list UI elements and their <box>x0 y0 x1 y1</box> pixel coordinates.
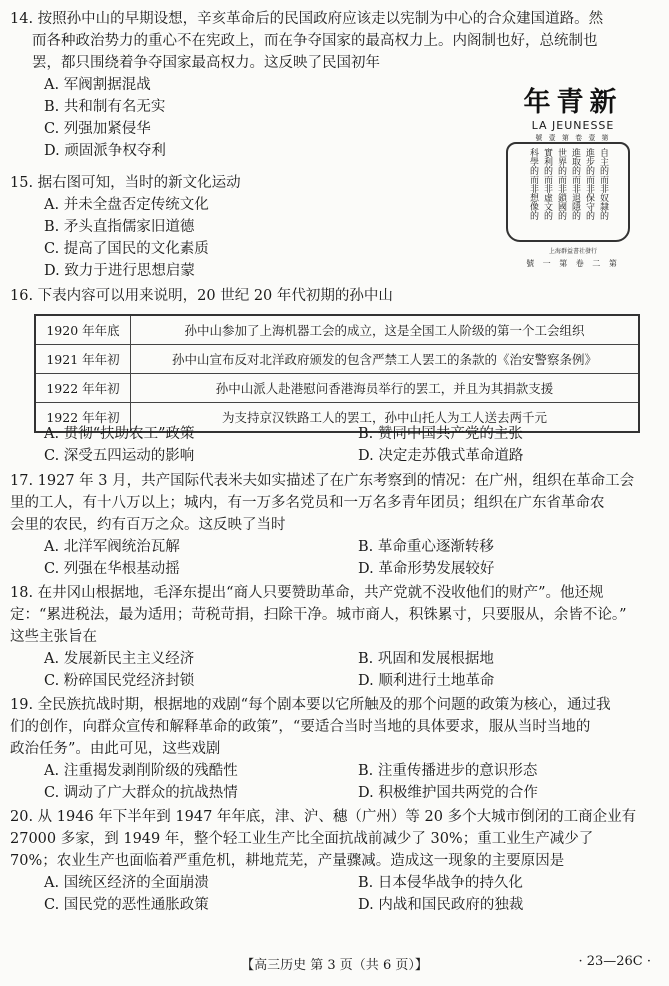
q19-option-d: D. 积极维护国共两党的合作 <box>358 785 538 801</box>
q17-stem-line-2: 里的工人，有十八万以上；城内，有一万多名党员和一万名多青年团员；组织在广东省革命农 <box>10 495 605 511</box>
q15-option-b: B. 矛头直指儒家旧道德 <box>44 219 195 235</box>
q14-option-c: C. 列强加紧侵华 <box>44 121 151 137</box>
cover-column-2: 進步的而非保守的 <box>584 148 594 220</box>
q14-stem-line-2: 而各种政治势力的重心不在宪政上，而在争夺国家的最高权力上。内阁制也好，总统制也 <box>32 33 598 49</box>
table-cell-date: 1920 年年底 <box>35 315 131 345</box>
question-15 <box>10 172 479 282</box>
q14-option-d: D. 顽固派争权夺利 <box>44 143 166 159</box>
q15-option-c: C. 提高了国民的文化素质 <box>44 241 209 257</box>
table-cell-text: 孙中山宣布反对北洋政府颁发的包含严禁工人罢工的条款的《治安警察条例》 <box>131 345 640 374</box>
q14-stem-line-1: 14. 按照孙中山的早期设想，辛亥革命后的民国政府应该走以宪制为中心的合众建国道路。然 <box>10 11 604 27</box>
footer-page-info: 【高三历史 第 3 页（共 6 页）】 <box>241 958 428 973</box>
q16-option-c: C. 深受五四运动的影响 <box>44 448 195 464</box>
cover-column-5: 實利的而非虛文的 <box>542 148 552 220</box>
table-cell-text: 孙中山派人赴港慰问香港海员举行的罢工，并且为其捐款支援 <box>131 374 640 403</box>
cover-title: 年青新 <box>523 87 623 118</box>
table-cell-date: 1922 年年初 <box>35 374 131 403</box>
q16-table <box>34 314 640 433</box>
question-16 <box>10 285 657 307</box>
question-19 <box>10 694 657 804</box>
q17-option-d: D. 革命形势发展较好 <box>358 561 495 577</box>
table-cell-text: 为支持京汉铁路工人的罢工，孙中山托人为工人送去两千元 <box>131 403 640 433</box>
q17-option-a: A. 北洋军阀统治瓦解 <box>44 539 180 555</box>
cover-text-frame <box>506 142 630 242</box>
cover-column-6: 科學的而非想像的 <box>528 148 538 220</box>
q17-stem-line-3: 会里的农民，约有百万之众。这反映了当时 <box>10 517 286 533</box>
q14-option-a: A. 军阀割据混战 <box>44 77 151 93</box>
q18-stem-line-1: 18. 在井冈山根据地，毛泽东提出“商人只要赞助革命，共产党就不没收他们的财产”。他还规 <box>10 585 604 601</box>
cover-issue: 號 一 第 卷 二 第 <box>526 259 620 268</box>
q18-option-a: A. 发展新民主主义经济 <box>44 651 195 667</box>
q19-option-a: A. 注重揭发剥削阶级的残酷性 <box>44 763 238 779</box>
q20-option-d: D. 内战和国民政府的独裁 <box>358 897 524 913</box>
q17-option-b: B. 革命重心逐渐转移 <box>358 539 494 555</box>
table-row <box>35 345 639 374</box>
q16-option-b: B. 赞同中国共产党的主张 <box>358 426 523 442</box>
q18-stem-line-3: 这些主张旨在 <box>10 629 97 645</box>
q17-option-c: C. 列强在华根基动摇 <box>44 561 180 577</box>
q20-stem-line-3: 70%；农业生产也面临着严重危机，耕地荒芜，产量骤减。造成这一现象的主要原因是 <box>10 853 565 869</box>
q20-option-b: B. 日本侵华战争的持久化 <box>358 875 523 891</box>
new-youth-cover-image <box>494 80 652 272</box>
q20-stem-line-2: 27000 多家，到 1949 年，整个轻工业生产比全面抗战前减少了 30%；重工业生产减少了 <box>10 831 594 847</box>
cover-latin-title: LA JEUNESSE <box>531 119 615 132</box>
q20-stem-line-1: 20. 从 1946 年下半年到 1947 年年底，津、沪、穗（广州）等 20 多个大城市倒闭的工商企业有 <box>10 809 637 825</box>
q20-option-c: C. 国民党的恶性通胀政策 <box>44 897 209 913</box>
table-row <box>35 315 639 345</box>
cover-publisher: 上海群益書社發行 <box>548 248 597 255</box>
question-18 <box>10 582 657 692</box>
cover-column-1: 自主的而非奴隸的 <box>598 148 608 220</box>
question-20 <box>10 806 657 916</box>
q20-option-a: A. 国统区经济的全面崩溃 <box>44 875 209 891</box>
q19-option-b: B. 注重传播进步的意识形态 <box>358 763 538 779</box>
q19-stem-line-3: 政治任务”。由此可见，这些戏剧 <box>10 741 221 757</box>
q19-option-c: C. 调动了广大群众的抗战热情 <box>44 785 238 801</box>
q19-stem-line-1: 19. 全民族抗战时期，根据地的戏剧“每个剧本要以它所触及的那个问题的政策为核心，通过我 <box>10 697 611 713</box>
q16-option-a: A. 贯彻“扶助农工”政策 <box>44 426 195 442</box>
question-17 <box>10 470 657 580</box>
cover-column-3: 進取的而非退隱的 <box>570 148 580 220</box>
table-cell-text: 孙中山参加了上海机器工会的成立，这是全国工人阶级的第一个工会组织 <box>131 315 640 345</box>
q16-option-d: D. 决定走苏俄式革命道路 <box>358 448 524 464</box>
q17-stem-line-1: 17. 1927 年 3 月，共产国际代表米夫如实描述了在广东考察到的情况：在广州，组织在革命工会 <box>10 473 635 489</box>
table-cell-date: 1922 年年初 <box>35 403 131 433</box>
q15-option-a: A. 并未全盘否定传统文化 <box>44 197 209 213</box>
cover-column-4: 世界的而非鎖國的 <box>556 148 566 220</box>
q15-stem: 15. 据右图可知，当时的新文化运动 <box>10 175 241 191</box>
q18-option-b: B. 巩固和发展根据地 <box>358 651 494 667</box>
q19-stem-line-2: 们的创作，向群众宣传和解释革命的政策”，“要适合当时当地的具体要求，服从当时当地的 <box>10 719 591 735</box>
q15-option-d: D. 致力于进行思想启蒙 <box>44 263 195 279</box>
table-cell-date: 1921 年年初 <box>35 345 131 374</box>
q18-option-c: C. 粉碎国民党经济封锁 <box>44 673 195 689</box>
q14-stem-line-3: 罢，都只围绕着争夺国家最高权力。这反映了民国初年 <box>32 55 380 71</box>
table-row <box>35 374 639 403</box>
q16-options <box>10 423 657 467</box>
q18-stem-line-2: 定：“累进税法，最为适用；苛税苛捐，扫除干净。城市商人，积铢累寸，只要服从，余皆不论。” <box>10 607 627 623</box>
footer-code: · 23—26C · <box>578 954 651 969</box>
cover-subtitle: 號 壹 第 卷 壹 第 <box>535 134 611 142</box>
q14-option-b: B. 共和制有名无实 <box>44 99 166 115</box>
q16-stem: 16. 下表内容可以用来说明，20 世纪 20 年代初期的孙中山 <box>10 288 393 304</box>
q18-option-d: D. 顺利进行土地革命 <box>358 673 495 689</box>
